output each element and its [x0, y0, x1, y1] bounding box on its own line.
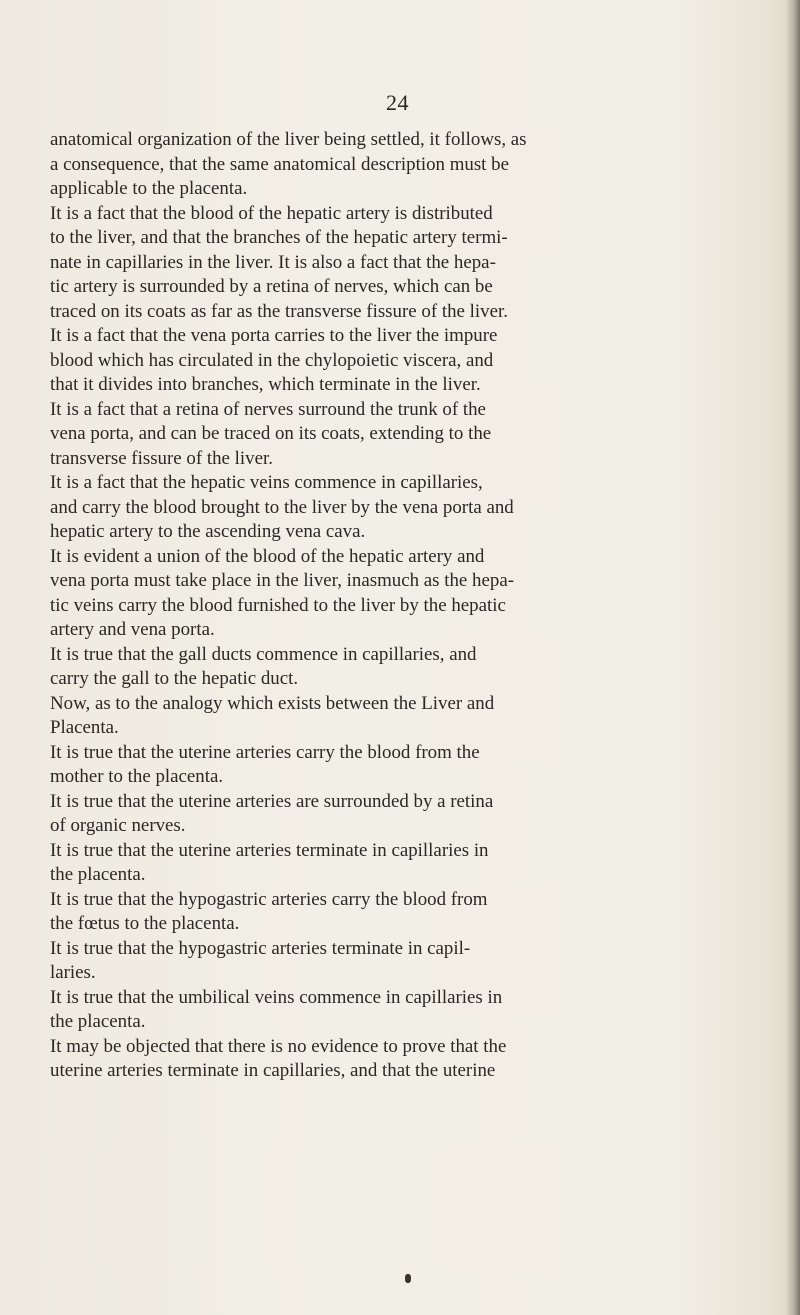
text-line: It may be objected that there is no evidence to prove that the	[50, 1035, 507, 1057]
text-line: vena porta, and can be traced on its coats, extending to the	[50, 423, 492, 444]
text-line: mother to the placenta.	[50, 766, 224, 787]
text-line: anatomical organization of the liver being settled, it follows, as	[50, 129, 527, 150]
text-line: traced on its coats as far as the transverse fissure of the liver.	[50, 300, 508, 322]
text-line: It is true that the uterine arteries are surrounded by a retina	[50, 790, 494, 812]
text-line: It is a fact that the vena porta carries to the liver the impure	[50, 325, 498, 346]
text-line: It is true that the uterine arteries carry the blood from the	[50, 741, 480, 763]
text-line: It is a fact that the hepatic veins commence in capillaries,	[50, 472, 483, 493]
text-line: the fœtus to the placenta.	[50, 913, 240, 934]
text-line: the placenta.	[50, 864, 146, 885]
text-line: tic veins carry the blood furnished to the liver by the hepatic	[50, 594, 506, 616]
text-line: It is true that the uterine arteries terminate in capillaries in	[50, 839, 489, 861]
text-line: that it divides into branches, which terminate in the liver.	[50, 374, 481, 395]
text-line: It is a fact that a retina of nerves surround the trunk of the	[50, 398, 486, 420]
text-line: nate in capillaries in the liver. It is also a fact that the hepa-	[50, 251, 496, 273]
text-line: It is true that the umbilical veins commence in capillaries in	[50, 986, 503, 1008]
text-line: the placenta.	[50, 1011, 146, 1032]
text-line: transverse fissure of the liver.	[50, 447, 273, 469]
text-line: applicable to the placenta.	[50, 178, 248, 199]
text-line: and carry the blood brought to the liver by the vena porta and	[50, 496, 514, 518]
text-line: tic artery is surrounded by a retina of nerves, which can be	[50, 276, 493, 297]
text-line: It is true that the hypogastric arteries terminate in capil-	[50, 937, 471, 959]
text-line: uterine arteries terminate in capillaries, and that the uterine	[50, 1060, 496, 1081]
text-line: a consequence, that the same anatomical description must be	[50, 153, 509, 175]
page-edge-shadow	[786, 0, 800, 1315]
text-line: to the liver, and that the branches of the hepatic artery termi-	[50, 227, 508, 248]
text-line: It is evident a union of the blood of the hepatic artery and	[50, 545, 485, 567]
text-line: It is a fact that the blood of the hepatic artery is distributed	[50, 202, 493, 224]
text-line: hepatic artery to the ascending vena cava.	[50, 521, 366, 542]
ink-speck	[405, 1274, 411, 1283]
text-line: of organic nerves.	[50, 815, 186, 836]
text-line: artery and vena porta.	[50, 619, 215, 640]
text-line: It is true that the gall ducts commence in capillaries, and	[50, 643, 477, 665]
text-line: laries.	[50, 962, 96, 983]
text-line: Placenta.	[50, 717, 119, 738]
text-line: Now, as to the analogy which exists between the Liver and	[50, 692, 495, 714]
text-line: blood which has circulated in the chylopoietic viscera, and	[50, 349, 494, 371]
text-line: vena porta must take place in the liver, inasmuch as the hepa-	[50, 570, 514, 591]
page-number: 24	[386, 90, 409, 115]
text-line: It is true that the hypogastric arteries carry the blood from	[50, 888, 488, 910]
text-line: carry the gall to the hepatic duct.	[50, 668, 299, 689]
body-text	[50, 128, 750, 1084]
